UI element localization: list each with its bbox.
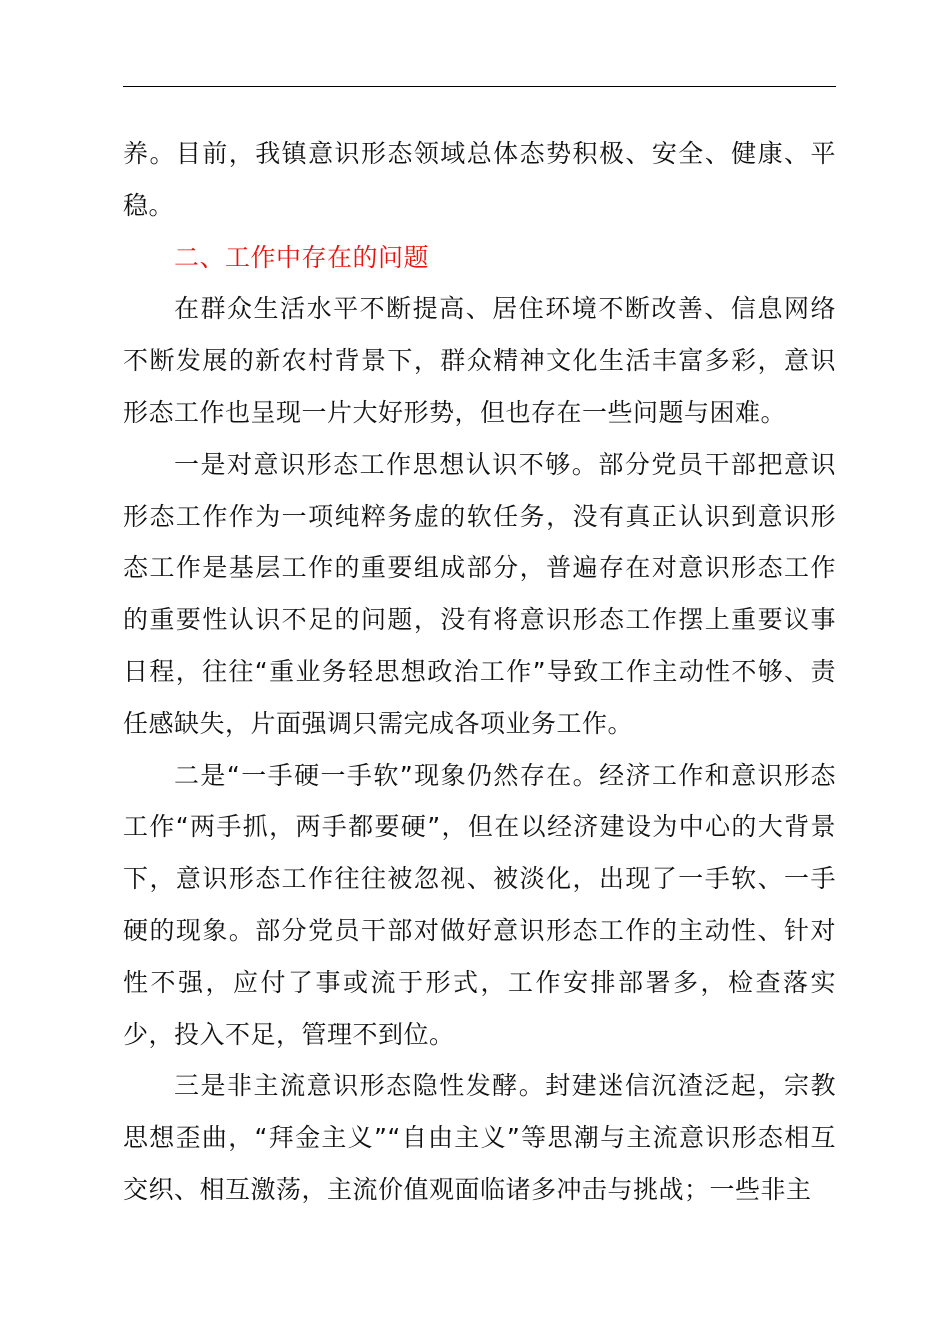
paragraph-problem-three: 三是非主流意识形态隐性发酵。封建迷信沉渣泛起，宗教思想歪曲，“拜金主义”“自由主义”等思潮与主流意识形态相互交织、相互激荡，主流价值观面临诸多冲击与挑战；一些非主 (123, 1071, 836, 1204)
paragraph-continuation: 养。目前，我镇意识形态领域总体态势积极、安全、健康、平稳。 (123, 139, 836, 220)
paragraph-intro: 在群众生活水平不断提高、居住环境不断改善、信息网络不断发展的新农村背景下，群众精神文化生活丰富多彩，意识形态工作也呈现一片大好形势，但也存在一些问题与困难。 (123, 294, 836, 427)
header-rule (123, 86, 836, 87)
section-heading: 二、工作中存在的问题 (174, 242, 430, 272)
paragraph-problem-one: 一是对意识形态工作思想认识不够。部分党员干部把意识形态工作作为一项纯粹务虚的软任务，没有真正认识到意识形态工作是基层工作的重要组成部分，普遍存在对意识形态工作的重要性认识不足的问题，没有将意识形态工作摆上重要议事日程，往往“重业务轻思想政治工作”导致工作主动性不够、责任感缺失，片面强调只需完成各项业务工作。 (123, 449, 836, 738)
paragraph-problem-two: 二是“一手硬一手软”现象仍然存在。经济工作和意识形态工作“两手抓，两手都要硬”，但在以经济建设为中心的大背景下，意识形态工作往往被忽视、被淡化，出现了一手软、一手硬的现象。部分党员干部对做好意识形态工作的主动性、针对性不强，应付了事或流于形式，工作安排部署多，检查落实少，投入不足，管理不到位。 (123, 760, 836, 1049)
document-body (123, 128, 836, 1216)
